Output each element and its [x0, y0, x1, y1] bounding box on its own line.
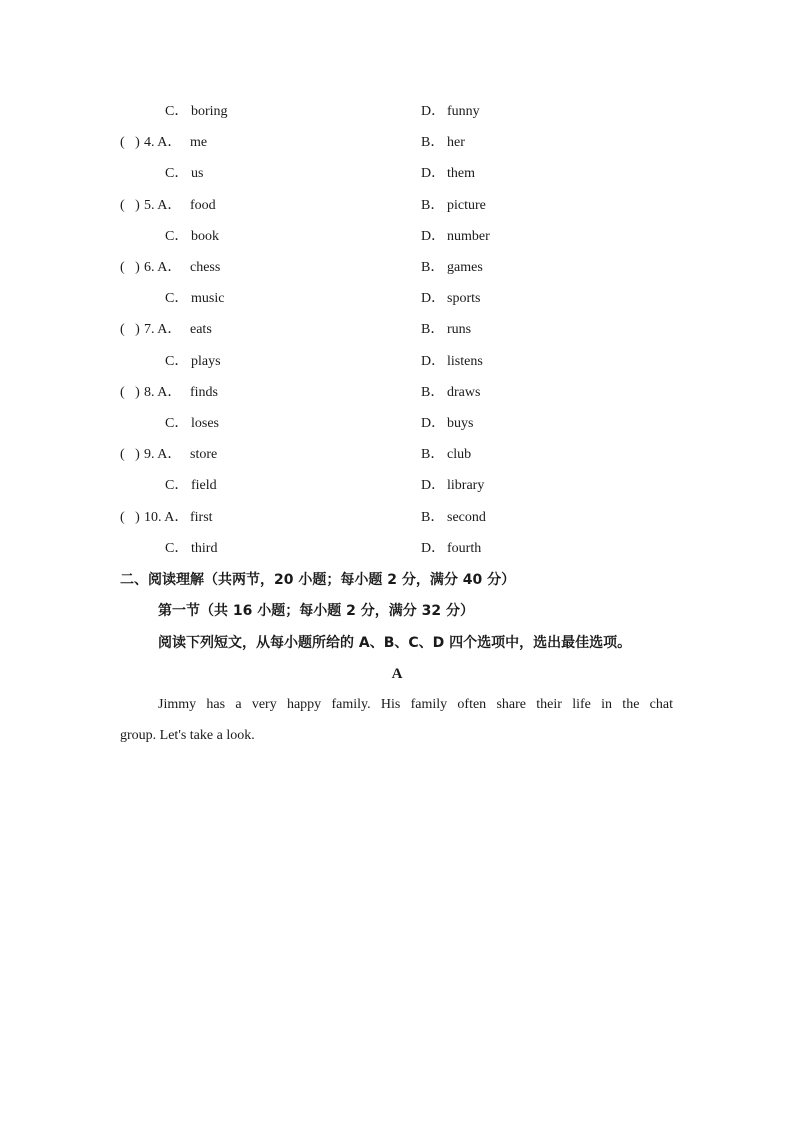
- question-row: [0, 352, 794, 372]
- option-letter: C．: [165, 541, 189, 556]
- question-number: 10. A．: [144, 510, 189, 525]
- option-right: [421, 102, 480, 122]
- question-row: [0, 102, 794, 122]
- option-text: them: [447, 166, 475, 181]
- option-right: [421, 164, 475, 184]
- option-c: [165, 102, 228, 122]
- option-right: [421, 196, 486, 216]
- option-text: number: [447, 229, 490, 244]
- option-text: fourth: [447, 541, 482, 556]
- answer-blank[interactable]: ( ): [120, 322, 140, 337]
- option-c: [165, 227, 219, 247]
- option-a-text: food: [190, 198, 216, 213]
- option-letter: D．: [421, 291, 446, 306]
- option-text: book: [191, 229, 219, 244]
- option-letter: D．: [421, 541, 446, 556]
- option-letter: D．: [421, 478, 446, 493]
- option-text: second: [447, 510, 486, 525]
- option-text: listens: [447, 354, 483, 369]
- option-letter: D．: [421, 416, 446, 431]
- option-letter: B．: [421, 510, 445, 525]
- answer-blank[interactable]: ( ): [120, 198, 140, 213]
- option-letter: D．: [421, 354, 446, 369]
- option-right: [421, 289, 480, 309]
- option-text: her: [447, 135, 465, 150]
- option-text: games: [447, 260, 483, 275]
- option-text: us: [191, 166, 204, 181]
- answer-blank[interactable]: ( ): [120, 385, 140, 400]
- answer-blank[interactable]: ( ): [120, 135, 140, 150]
- option-c: [165, 539, 217, 559]
- question-row: [0, 289, 794, 309]
- question-row: [0, 258, 794, 278]
- option-a-text: me: [190, 135, 208, 150]
- question-row: [0, 414, 794, 434]
- option-letter: B．: [421, 198, 445, 213]
- option-c: [165, 289, 224, 309]
- option-c: [165, 164, 203, 184]
- option-right: [421, 476, 484, 496]
- option-text: library: [447, 478, 485, 493]
- answer-blank[interactable]: ( ): [120, 510, 140, 525]
- section-title: 二、阅读理解（共两节，20 小题；每小题 2 分，满分 40 分）: [120, 572, 516, 588]
- answer-blank[interactable]: ( ): [120, 447, 140, 462]
- option-text: boring: [191, 104, 228, 119]
- option-right: [421, 383, 480, 403]
- question-number: 6. A．: [144, 260, 182, 275]
- option-right: [421, 227, 490, 247]
- option-text: music: [191, 291, 225, 306]
- passage-label: A: [391, 666, 403, 682]
- option-text: buys: [447, 416, 474, 431]
- question-number: 9. A．: [144, 447, 182, 462]
- option-text: funny: [447, 104, 480, 119]
- option-letter: C．: [165, 354, 189, 369]
- option-right: [421, 508, 486, 528]
- option-right: [421, 539, 481, 559]
- option-a-text: finds: [190, 385, 218, 400]
- option-a-text: eats: [190, 322, 212, 337]
- option-right: [421, 133, 465, 153]
- question-number: 8. A．: [144, 385, 182, 400]
- question-number: 5. A．: [144, 198, 182, 213]
- question-row: [0, 133, 794, 153]
- question-row: [0, 539, 794, 559]
- question-row: [0, 445, 794, 465]
- option-a-text: first: [190, 510, 213, 525]
- question-row: [0, 227, 794, 247]
- option-letter: B．: [421, 135, 445, 150]
- option-text: loses: [191, 416, 219, 431]
- question-row: [0, 476, 794, 496]
- question-row: [0, 320, 794, 340]
- option-right: [421, 414, 473, 434]
- option-c: [165, 476, 217, 496]
- option-letter: C．: [165, 104, 189, 119]
- passage-paragraph-line-1: Jimmy has a very happy family. His family often share their life in the chat: [158, 697, 673, 712]
- option-right: [421, 320, 471, 340]
- question-number: 7. A．: [144, 322, 182, 337]
- option-letter: C．: [165, 478, 189, 493]
- option-letter: B．: [421, 447, 445, 462]
- option-letter: B．: [421, 385, 445, 400]
- option-text: field: [191, 478, 217, 493]
- option-a-text: chess: [190, 260, 221, 275]
- option-letter: D．: [421, 229, 446, 244]
- option-text: runs: [447, 322, 472, 337]
- option-text: third: [191, 541, 218, 556]
- passage-paragraph-line-2: group. Let's take a look.: [120, 728, 255, 743]
- question-row: [0, 508, 794, 528]
- option-text: plays: [191, 354, 221, 369]
- option-letter: C．: [165, 166, 189, 181]
- option-text: picture: [447, 198, 486, 213]
- option-text: sports: [447, 291, 481, 306]
- option-letter: C．: [165, 291, 189, 306]
- option-letter: D．: [421, 166, 446, 181]
- option-letter: B．: [421, 260, 445, 275]
- question-row: [0, 196, 794, 216]
- option-letter: C．: [165, 416, 189, 431]
- option-right: [421, 445, 471, 465]
- option-right: [421, 352, 483, 372]
- option-c: [165, 414, 219, 434]
- question-row: [0, 164, 794, 184]
- option-letter: C．: [165, 229, 189, 244]
- instruction-text: 阅读下列短文，从每小题所给的 A、B、C、D 四个选项中，选出最佳选项。: [158, 635, 632, 651]
- option-right: [421, 258, 483, 278]
- option-a-text: store: [190, 447, 218, 462]
- section-subtitle: 第一节（共 16 小题；每小题 2 分，满分 32 分）: [158, 603, 474, 619]
- option-text: draws: [447, 385, 481, 400]
- option-text: club: [447, 447, 472, 462]
- answer-blank[interactable]: ( ): [120, 260, 140, 275]
- option-c: [165, 352, 221, 372]
- question-row: [0, 383, 794, 403]
- option-letter: B．: [421, 322, 445, 337]
- question-number: 4. A．: [144, 135, 182, 150]
- option-letter: D．: [421, 104, 446, 119]
